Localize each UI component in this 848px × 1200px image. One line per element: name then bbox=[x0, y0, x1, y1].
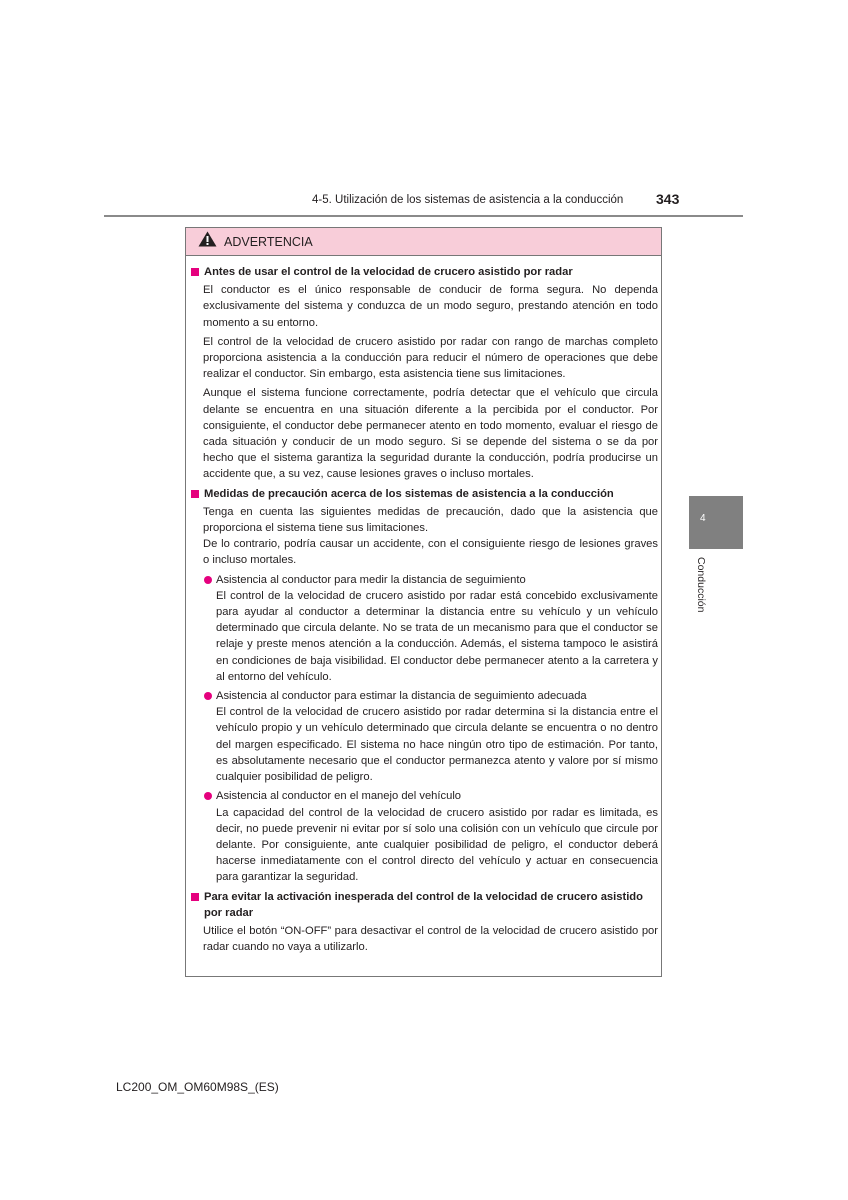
square-bullet-icon bbox=[191, 490, 199, 498]
list-item bbox=[204, 788, 661, 804]
list-item-title: Asistencia al conductor en el manejo del vehículo bbox=[216, 790, 462, 803]
paragraph: El conductor es el único responsable de conducir de forma segura. No dependa exclusivamente del sistema y conduzca de un modo seguro, prestando atención en todo momento a su entorno. bbox=[203, 284, 658, 329]
list-item-text: La capacidad del control de la velocidad de crucero asistido por radar es limitada, es decir, no puede prevenir ni evitar por sí solo una colisión con un vehículo que circule por delante. Por consiguiente, ante cualquier posibilidad de peligro, el conductor deberá hacerse inmediatamente con el control directo del vehículo y actuar en consecuencia para garantizar la seguridad. bbox=[216, 806, 658, 884]
square-bullet-icon bbox=[191, 893, 199, 901]
header-divider bbox=[104, 215, 743, 217]
list-item-title: Asistencia al conductor para medir la distancia de seguimiento bbox=[216, 573, 526, 586]
list-item bbox=[204, 688, 661, 704]
paragraph: De lo contrario, podría causar un accidente, con el consiguiente riesgo de lesiones graves o incluso mortales. bbox=[203, 538, 658, 567]
square-bullet-icon bbox=[191, 268, 199, 276]
section-heading: Medidas de precaución acerca de los sistemas de asistencia a la conducción bbox=[191, 486, 661, 502]
paragraph: Tenga en cuenta las siguientes medidas de precaución, dado que la asistencia que proporciona el sistema tiene sus limitaciones. bbox=[203, 505, 658, 535]
warning-content bbox=[186, 256, 661, 955]
warning-triangle-icon bbox=[198, 231, 217, 252]
list-item-text: El control de la velocidad de crucero asistido por radar está concebido exclusivamente para ayudar al conductor a determinar la distancia entre su vehículo y un vehículo determinado que circula delante. No se trata de un mecanismo para que el conductor se relaje y preste menos atención a la conducción. Además, el sistema tampoco le asistirá en condiciones de baja visibilidad. El conductor debe permanecer atento a la carretera y al entorno del vehículo. bbox=[216, 589, 658, 683]
list-item-title: Asistencia al conductor para estimar la distancia de seguimiento adecuada bbox=[216, 690, 587, 703]
list-item bbox=[204, 572, 661, 588]
section-heading: Antes de usar el control de la velocidad de crucero asistido por radar bbox=[191, 264, 661, 280]
running-header: 4-5. Utilización de los sistemas de asistencia a la conducción bbox=[312, 194, 624, 206]
warning-header bbox=[186, 228, 661, 256]
chapter-number: 4 bbox=[700, 513, 706, 524]
paragraph: Aunque el sistema funcione correctamente, podría detectar que el vehículo que circula delante se encuentra en una situación diferente a la percibida por el conductor. Por consiguiente, el conductor debe permanecer atento en todo momento, evaluar el riesgo de cada situación y conducir de un modo seguro. Si se depende del sistema o se da por hecho que el sistema garantiza la seguridad durante la conducción, podría producirse un accidente que, a su vez, cause lesiones graves o incluso mortales. bbox=[203, 387, 658, 481]
page-number: 343 bbox=[656, 191, 680, 207]
circle-bullet-icon bbox=[204, 692, 212, 700]
paragraph: El control de la velocidad de crucero asistido por radar con rango de marchas completo proporciona asistencia a la conducción para reducir el número de operaciones que debe realizar el conductor. Sin embargo, esta asistencia tiene sus limitaciones. bbox=[203, 335, 658, 381]
warning-title: ADVERTENCIA bbox=[224, 234, 313, 249]
section-heading: Para evitar la activación inesperada del control de la velocidad de crucero asistido por radar bbox=[191, 889, 661, 921]
paragraph: Utilice el botón “ON-OFF” para desactivar el control de la velocidad de crucero asistido por radar cuando no vaya a utilizarlo. bbox=[203, 924, 658, 954]
chapter-tab bbox=[689, 496, 743, 549]
circle-bullet-icon bbox=[204, 576, 212, 584]
list-item-text: El control de la velocidad de crucero asistido por radar determina si la distancia entre el vehículo propio y un vehículo determinado que circula delante se encuentra o no dentro del margen especificado. El sistema no hace ningún otro tipo de estimación. Por tanto, es absolutamente necesario que el conductor permanezca atento y valore por sí mismo cualquier posibilidad de peligro. bbox=[216, 706, 658, 784]
document-code: LC200_OM_OM60M98S_(ES) bbox=[116, 1080, 279, 1094]
warning-box bbox=[185, 227, 662, 977]
circle-bullet-icon bbox=[204, 792, 212, 800]
chapter-label: Conducción bbox=[695, 557, 707, 613]
